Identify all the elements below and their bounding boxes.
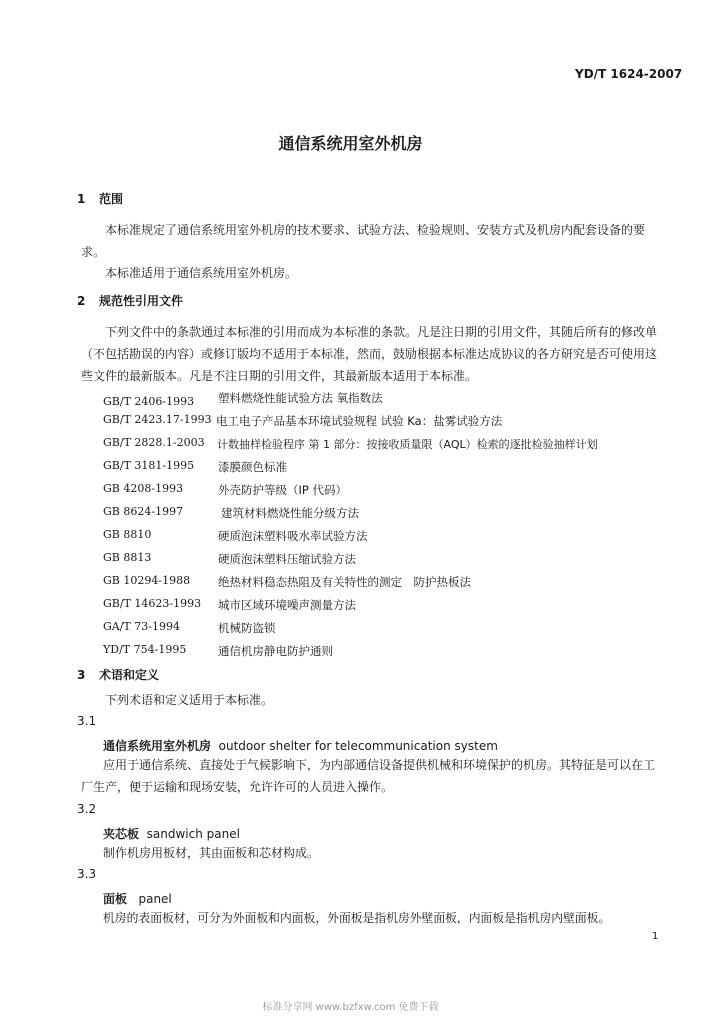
section-2-heading <box>77 292 183 309</box>
reference-code: GB 10294-1988 <box>103 574 191 587</box>
term-title <box>103 890 172 907</box>
reference-code: GB 8813 <box>103 551 152 564</box>
reference-code: GB/T 2828.1-2003 <box>103 436 205 449</box>
reference-title: 城市区域环境噪声测量方法 <box>218 598 356 612</box>
reference-title: 硬质泡沫塑料吸水率试验方法 <box>218 529 368 543</box>
reference-code: YD/T 754-1995 <box>103 643 187 656</box>
paragraph: 本标准适用于通信系统用室外机房。 <box>105 266 298 280</box>
reference-code: GB 8624-1997 <box>103 505 184 518</box>
reference-title: 漆膜颜色标准 <box>218 460 287 474</box>
reference-title: 硬质泡沫塑料压缩试验方法 <box>218 552 356 566</box>
section-3-heading <box>77 666 159 683</box>
document-title: 通信系统用室外机房 <box>278 134 423 153</box>
reference-title: 绝热材料稳态热阻及有关特性的测定 防护热板法 <box>218 575 471 589</box>
section-number: 2 <box>77 294 86 308</box>
reference-code: GA/T 73-1994 <box>103 620 180 633</box>
section-1-heading <box>77 190 123 207</box>
reference-code: GB/T 2423.17-1993 <box>103 413 212 426</box>
term-en: panel <box>138 892 172 906</box>
reference-code: GB/T 14623-1993 <box>103 597 202 610</box>
reference-title: 塑料燃烧性能试验方法 氧指数法 <box>218 391 383 405</box>
reference-title: 电工电子产品基本环境试验规程 试验 Ka：盐雾试验方法 <box>216 414 503 428</box>
term-definition: 制作机房用板材，其由面板和芯材构成。 <box>103 846 320 860</box>
reference-code: GB/T 3181-1995 <box>103 459 195 472</box>
term-cn: 通信系统用室外机房 <box>103 739 212 753</box>
term-en: sandwich panel <box>146 827 240 841</box>
term-cn: 夹芯板 <box>103 827 140 841</box>
term-en: outdoor shelter for telecommunication system <box>218 739 498 753</box>
footer-watermark: 标准分享网 www.bzfxw.com 免费下载 <box>262 1002 439 1013</box>
reference-item <box>103 390 194 409</box>
reference-title: 建筑材料燃烧性能分级方法 <box>221 506 359 520</box>
term-number: 3.3 <box>77 867 97 881</box>
page-number: 1 <box>652 931 659 942</box>
standard-code: YD/T 1624-2007 <box>575 67 683 81</box>
paragraph: 下列术语和定义适用于本标准。 <box>105 693 274 707</box>
term-definition: 应用于通信系统、直接处于气候影响下，为内部通信设备提供机械和环境保护的机房。其特征是可以在工厂生产，便于运输和现场安装，允许许可的人员进入操作。 <box>81 758 656 794</box>
section-heading-text: 术语和定义 <box>99 668 160 682</box>
section-number: 1 <box>77 192 86 206</box>
term-cn: 面板 <box>103 892 128 906</box>
reference-code: GB 8810 <box>103 528 152 541</box>
reference-title: 计数抽样检验程序 第 1 部分：按接收质量限（AQL）检索的逐批检验抽样计划 <box>217 438 598 451</box>
paragraph: 本标准规定了通信系统用室外机房的技术要求、试验方法、检验规则、安装方式及机房内配套设备的要求。 <box>81 223 646 259</box>
reference-title: 机械防盗锁 <box>218 621 276 635</box>
term-title <box>103 825 240 842</box>
term-title <box>103 737 498 754</box>
term-number: 3.1 <box>77 714 97 728</box>
section-heading-text: 范围 <box>99 192 124 206</box>
term-number: 3.2 <box>77 802 97 816</box>
reference-title: 通信机房静电防护通则 <box>218 644 333 658</box>
reference-title: 外壳防护等级（IP 代码） <box>218 483 347 497</box>
term-definition: 机房的表面板材，可分为外面板和内面板，外面板是指机房外壁面板，内面板是指机房内壁面板。 <box>103 911 611 925</box>
section-heading-text: 规范性引用文件 <box>99 294 184 308</box>
section-number: 3 <box>77 668 86 682</box>
paragraph: 下列文件中的条款通过本标准的引用而成为本标准的条款。凡是注日期的引用文件，其随后所有的修改单（不包括勘误的内容）或修订版均不适用于本标准，然而，鼓励根据本标准达成协议的各方研究是否可使用这些文件的最新版本。凡是不注日期的引用文件，其最新版本适用于本标准。 <box>81 325 658 383</box>
reference-code: GB/T 2406-1993 <box>103 395 195 408</box>
reference-code: GB 4208-1993 <box>103 482 184 495</box>
